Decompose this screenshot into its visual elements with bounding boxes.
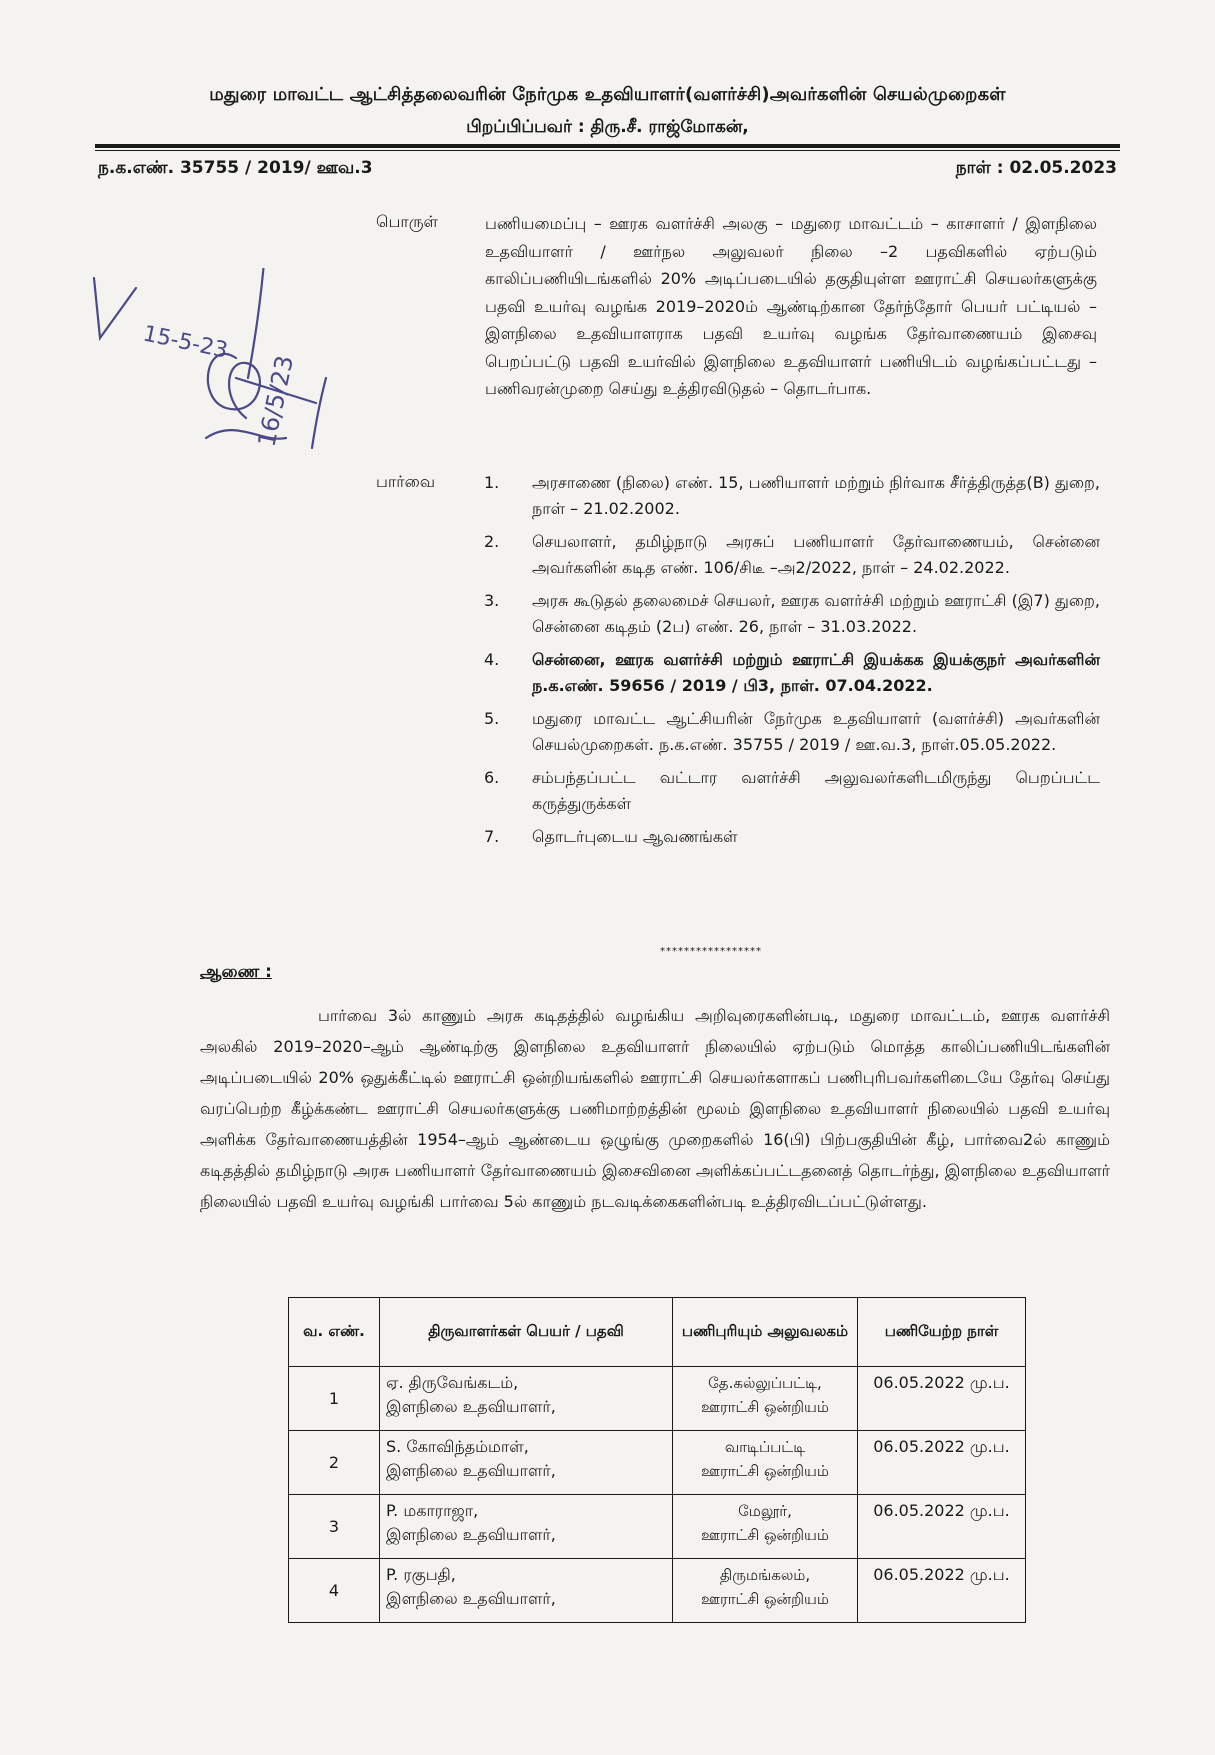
reference-text: அரசாணை (நிலை) எண். 15, பணியாளர் மற்றும் நிர்வாக சீர்த்திருத்த(B) துறை, நாள் – 21.02.2002. xyxy=(532,473,1100,518)
office-name: வாடிப்பட்டி xyxy=(724,1438,806,1456)
staff-name: S. கோவிந்தம்மாள், xyxy=(386,1437,529,1456)
cell-name xyxy=(380,1495,673,1559)
header-serial: வ. எண். xyxy=(289,1298,380,1367)
cell-serial: 4 xyxy=(289,1559,380,1623)
cell-date: 06.05.2022 மு.ப. xyxy=(858,1367,1026,1431)
reference-number-label: 3. xyxy=(484,591,500,610)
order-body: பார்வை 3ல் காணும் அரசு கடிதத்தில் வழங்கிய அறிவுரைகளின்படி, மதுரை மாவட்டம், ஊரக வளர்ச்சி அலகில் 2019–2020–ஆம் ஆண்டிற்கு இளநிலை உதவியாளர் நிலையில் ஏற்படும் மொத்த காலிப்பணியிடங்களின் அடிப்படையில் 20% ஒதுக்கீட்டில் ஊராட்சி ஒன்றியங்களில் ஊராட்சி செயலர்களாகப் பணிபுரிபவர்களிடையே தேர்வு செய்து வரப்பெற்ற கீழ்க்கண்ட ஊராட்சி செயலர்களுக்கு பணிமாற்றத்தின் மூலம் இளநிலை உதவியாளர் நிலையில் பதவி உயர்வு அளிக்க தேர்வாணையத்தின் 1954–ஆம் ஆண்டைய ஒழுங்கு முறைகளில் 16(பி) பிற்பகுதியின் கீழ், பார்வை2ல் காணும் கடிதத்தில் தமிழ்நாடு அரசு பணியாளர் தேர்வாணையம் இசைவினை அளிக்கப்பட்டதனைத் தொடர்ந்து, இளநிலை உதவியாளர் நிலையில் பதவி உயர்வு வழங்கி பார்வை 5ல் காணும் நடவடிக்கைகளின்படி உத்திரவிடப்பட்டுள்ளது. xyxy=(200,1006,1111,1211)
cell-name xyxy=(380,1431,673,1495)
office-unit: ஊராட்சி ஒன்றியம் xyxy=(701,1398,829,1416)
cell-office xyxy=(673,1495,858,1559)
staff-post: இளநிலை உதவியாளர், xyxy=(386,1461,556,1480)
staff-name: P. ரகுபதி, xyxy=(386,1565,456,1584)
handwritten-date: 16/5/23 xyxy=(252,352,300,450)
cell-date: 06.05.2022 மு.ப. xyxy=(858,1559,1026,1623)
table-row xyxy=(289,1495,1026,1559)
reference-number-label: 6. xyxy=(484,768,500,787)
subject-label: பொருள் xyxy=(376,212,438,231)
reference-number-label: 4. xyxy=(484,650,500,669)
reference-text: தொடர்புடைய ஆவணங்கள் xyxy=(532,827,738,846)
header-rule-thick xyxy=(95,144,1120,148)
table-row xyxy=(289,1431,1026,1495)
reference-text: சம்பந்தப்பட்ட வட்டார வளர்ச்சி அலுவலர்களிடமிருந்து பெறப்பட்ட கருத்துருக்கள் xyxy=(532,768,1100,813)
order-heading: ஆணை : xyxy=(200,962,272,982)
reference-item xyxy=(480,824,1100,850)
cell-office xyxy=(673,1431,858,1495)
cell-serial: 2 xyxy=(289,1431,380,1495)
reference-item xyxy=(480,765,1100,817)
handwritten-signature xyxy=(86,268,386,468)
section-separator: ***************** xyxy=(660,946,762,957)
cell-name xyxy=(380,1367,673,1431)
issuer-line: பிறப்பிப்பவர் : திரு.சீ. ராஜ்மோகன், xyxy=(466,117,749,137)
table-header-row xyxy=(289,1298,1026,1367)
cell-serial: 1 xyxy=(289,1367,380,1431)
references-label: பார்வை xyxy=(376,472,436,491)
office-unit: ஊராட்சி ஒன்றியம் xyxy=(701,1462,829,1480)
staff-post: இளநிலை உதவியாளர், xyxy=(386,1525,556,1544)
office-name: திருமங்கலம், xyxy=(719,1566,811,1584)
reference-item xyxy=(480,470,1100,522)
reference-item xyxy=(480,647,1100,699)
reference-text: சென்னை, ஊரக வளர்ச்சி மற்றும் ஊராட்சி இயக்கக இயக்குநர் அவர்களின் ந.க.எண். 59656 / 2019 / பி3, நாள். 07.04.2022. xyxy=(532,650,1100,695)
office-unit: ஊராட்சி ஒன்றியம் xyxy=(701,1590,829,1608)
staff-name: ஏ. திருவேங்கடம், xyxy=(386,1373,519,1392)
reference-item xyxy=(480,706,1100,758)
references-list xyxy=(480,470,1100,857)
promotion-table xyxy=(288,1297,1026,1623)
reference-text: செயலாளர், தமிழ்நாடு அரசுப் பணியாளர் தேர்வாணையம், சென்னை அவர்களின் கடித எண். 106/சிடீ –அ2/2022, நாள் – 24.02.2022. xyxy=(532,532,1100,577)
reference-text: மதுரை மாவட்ட ஆட்சியரின் நேர்முக உதவியாளர் (வளர்ச்சி) அவர்களின் செயல்முறைகள். ந.க.எண். 35755 / 2019 / ஊ.வ.3, நாள்.05.05.2022. xyxy=(532,709,1100,754)
staff-post: இளநிலை உதவியாளர், xyxy=(386,1589,556,1608)
table-row xyxy=(289,1367,1026,1431)
cell-office xyxy=(673,1367,858,1431)
cell-office xyxy=(673,1559,858,1623)
cell-serial: 3 xyxy=(289,1495,380,1559)
document-date: நாள் : 02.05.2023 xyxy=(955,158,1117,178)
staff-post: இளநிலை உதவியாளர், xyxy=(386,1397,556,1416)
subject-text: பணியமைப்பு – ஊரக வளர்ச்சி அலகு – மதுரை மாவட்டம் – காசாளர் / இளநிலை உதவியாளர் / ஊர்நல அலுவலர் நிலை –2 பதவிகளில் ஏற்படும் காலிப்பணியிடங்களில் 20% அடிப்படையில் தகுதியுள்ள ஊராட்சி செயலர்களுக்கு பதவி உயர்வு வழங்க 2019–2020ம் ஆண்டிற்கான தேர்ந்தோர் பெயர் பட்டியல் – இளநிலை உதவியாளராக பதவி உயர்வு வழங்க தேர்வாணையம் இசைவு பெறப்பட்டு பதவி உயர்வில் இளநிலை உதவியாளர் பணியிடம் வழங்கப்பட்டது – பணிவரன்முறை செய்து உத்திரவிடுதல் – தொடர்பாக. xyxy=(485,214,1097,398)
office-name: தே.கல்லுப்பட்டி, xyxy=(708,1374,822,1392)
header-name: திருவாளர்கள் பெயர் / பதவி xyxy=(380,1298,673,1367)
header-date: பணியேற்ற நாள் xyxy=(858,1298,1026,1367)
office-unit: ஊராட்சி ஒன்றியம் xyxy=(701,1526,829,1544)
document-title: மதுரை மாவட்ட ஆட்சித்தலைவரின் நேர்முக உதவியாளர்(வளர்ச்சி)அவர்களின் செயல்முறைகள் xyxy=(209,84,1006,105)
reference-item xyxy=(480,588,1100,640)
header-rule-thin xyxy=(95,150,1120,151)
office-name: மேலூர், xyxy=(738,1502,792,1520)
reference-number-label: 5. xyxy=(484,709,500,728)
staff-name: P. மகாராஜா, xyxy=(386,1501,479,1520)
header-office: பணிபுரியும் அலுவலகம் xyxy=(673,1298,858,1367)
cell-date: 06.05.2022 மு.ப. xyxy=(858,1431,1026,1495)
reference-number: ந.க.எண். 35755 / 2019/ ஊவ.3 xyxy=(98,158,373,178)
reference-text: அரசு கூடுதல் தலைமைச் செயலர், ஊரக வளர்ச்சி மற்றும் ஊராட்சி (இ7) துறை, சென்னை கடிதம் (2ப) எண். 26, நாள் – 31.03.2022. xyxy=(532,591,1100,636)
reference-number-label: 1. xyxy=(484,473,500,492)
table-row xyxy=(289,1559,1026,1623)
cell-date: 06.05.2022 மு.ப. xyxy=(858,1495,1026,1559)
reference-item xyxy=(480,529,1100,581)
reference-number-label: 7. xyxy=(484,827,500,846)
reference-number-label: 2. xyxy=(484,532,500,551)
cell-name xyxy=(380,1559,673,1623)
handwritten-note: 15-5-23 xyxy=(140,321,230,364)
